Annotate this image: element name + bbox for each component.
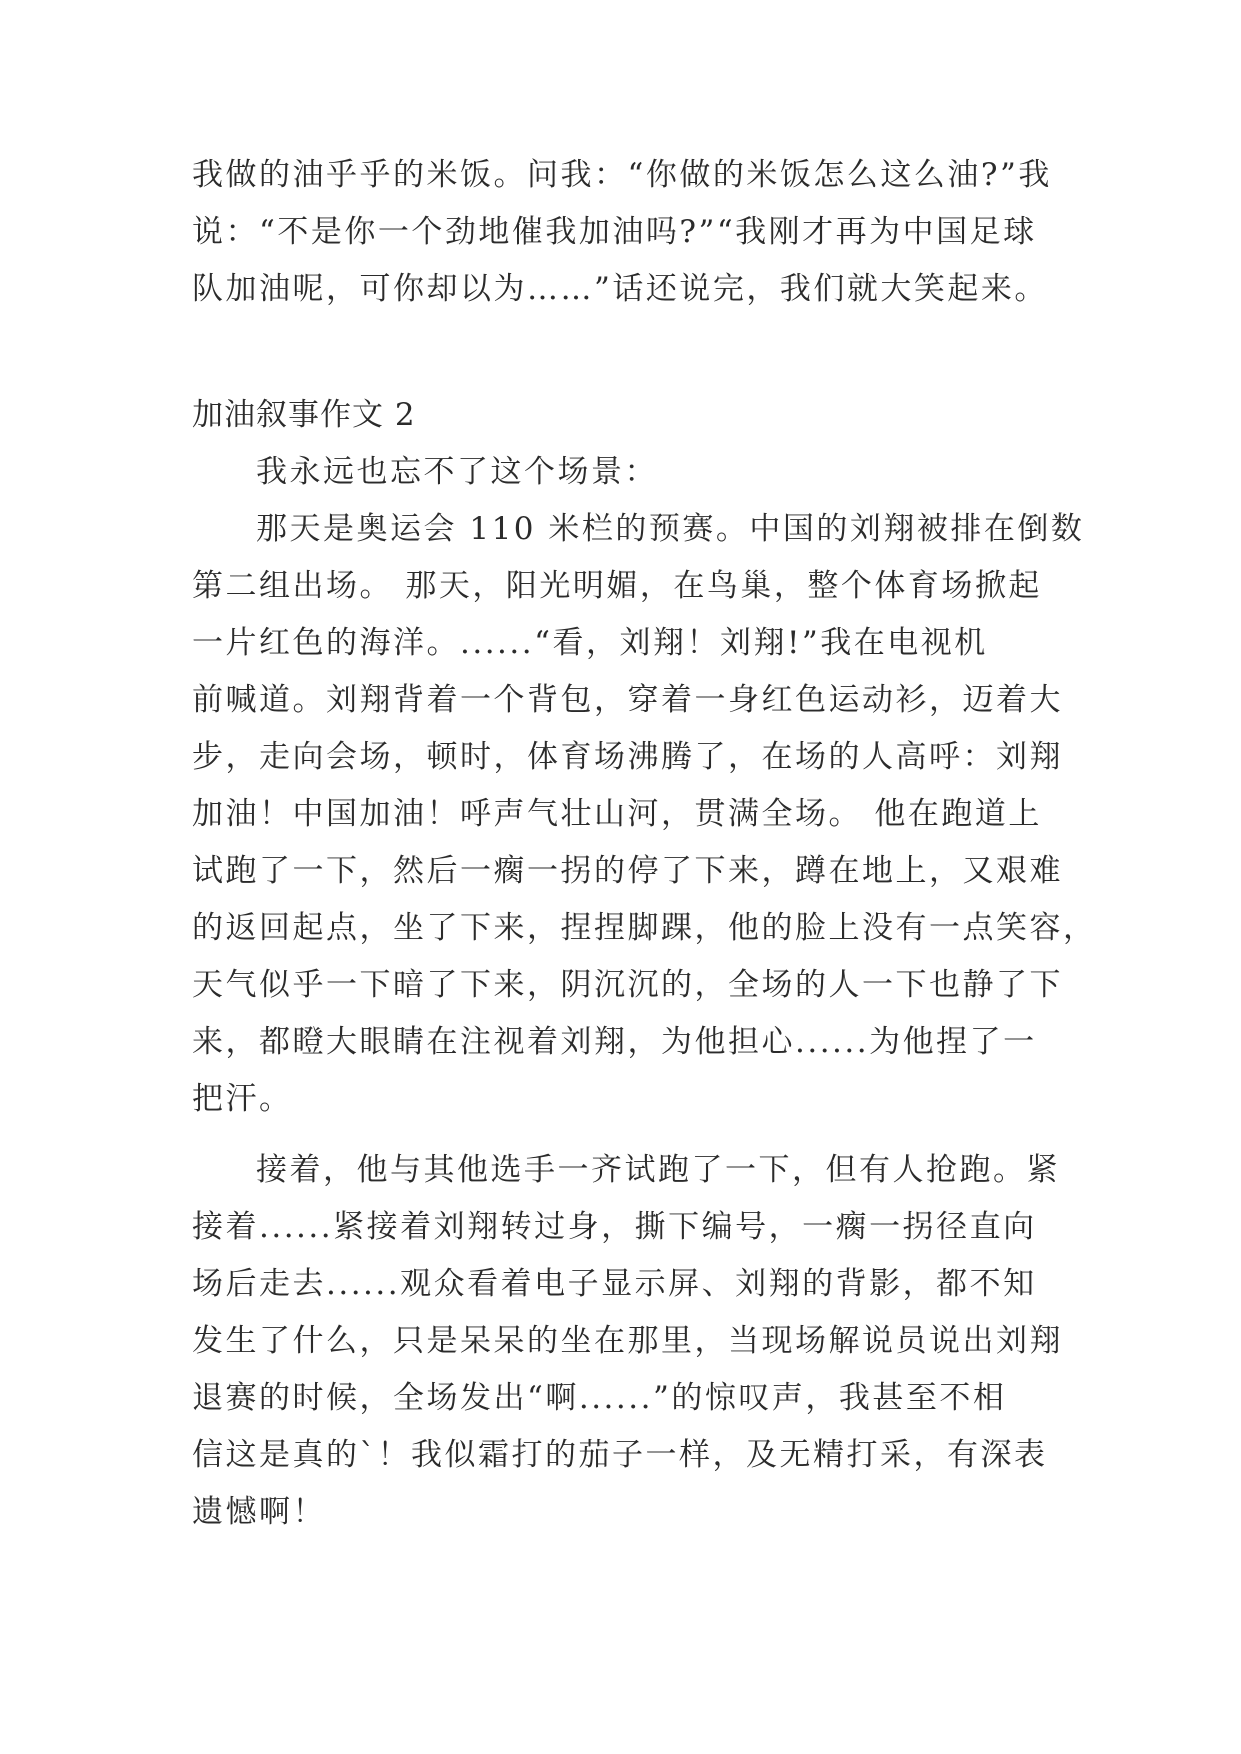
paragraph-line: 我做的油乎乎的米饭。问我：“你做的米饭怎么这么油?”我 [192,157,1052,193]
paragraph-line: 发生了什么，只是呆呆的坐在那里，当现场解说员说出刘翔 [192,1323,1063,1359]
paragraph-line: 第二组出场。 那天，阳光明媚，在鸟巢，整个体育场掀起 [192,568,1042,604]
paragraph-line: 步，走向会场，顿时，体育场沸腾了，在场的人高呼：刘翔 [192,739,1063,775]
paragraph-line: 天气似乎一下暗了下来，阴沉沉的，全场的人一下也静了下 [192,967,1063,1003]
paragraph-line: 把汗。 [192,1081,293,1117]
section-title: 加油叙事作文 2 [192,397,416,433]
paragraph-line: 来，都瞪大眼睛在注视着刘翔，为他担心......为他捏了一 [192,1024,1037,1060]
paragraph-line: 说：“不是你一个劲地催我加油吗?”“我刚才再为中国足球 [192,214,1037,250]
paragraph-line: 前喊道。刘翔背着一个背包，穿着一身红色运动衫，迈着大 [192,682,1063,718]
paragraph-line: 接着，他与其他选手一齐试跑了一下，但有人抢跑。紧 [256,1152,1060,1188]
paragraph-line: 遗憾啊！ [192,1494,326,1530]
paragraph-line: 场后走去......观众看着电子显示屏、刘翔的背影，都不知 [192,1266,1037,1302]
paragraph-line: 加油！中国加油！呼声气壮山河，贯满全场。 他在跑道上 [192,796,1042,832]
paragraph-line: 的返回起点，坐了下来，捏捏脚踝，他的脸上没有一点笑容， [192,910,1097,946]
paragraph-line: 接着......紧接着刘翔转过身，撕下编号，一瘸一拐径直向 [192,1209,1037,1245]
paragraph-line: 信这是真的`！我似霜打的茄子一样，及无精打采，有深表 [192,1437,1048,1473]
paragraph-line: 退赛的时候，全场发出“啊......”的惊叹声，我甚至不相 [192,1380,1007,1416]
paragraph-line: 队加油呢，可你却以为……”话还说完，我们就大笑起来。 [192,271,1048,307]
paragraph-line: 那天是奥运会 110 米栏的预赛。中国的刘翔被排在倒数 [256,511,1085,547]
paragraph-line: 一片红色的海洋。......“看，刘翔！刘翔!”我在电视机 [192,625,988,661]
paragraph-line: 我永远也忘不了这个场景： [256,454,658,490]
paragraph-line: 试跑了一下，然后一瘸一拐的停了下来，蹲在地上，又艰难 [192,853,1063,889]
